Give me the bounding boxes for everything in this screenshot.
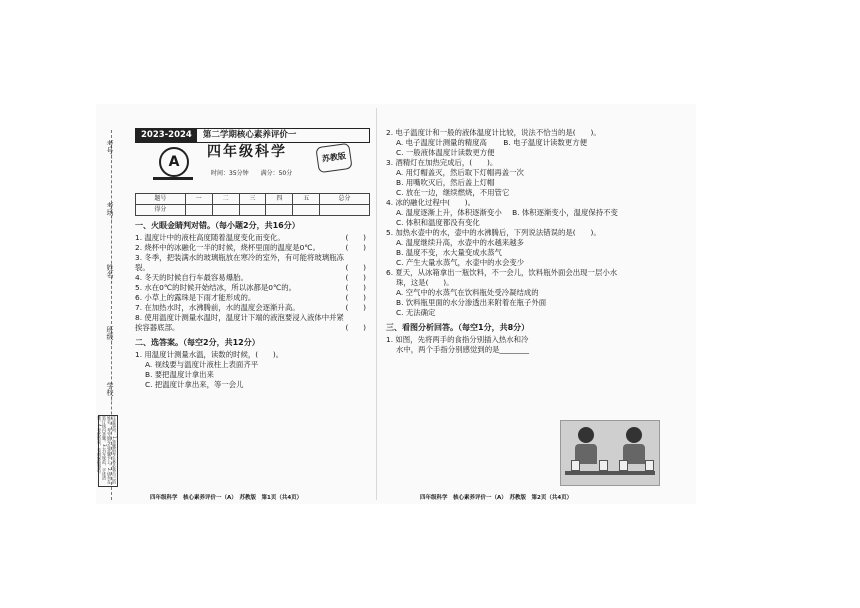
exam-number-label: 考号： xyxy=(106,140,114,161)
choice-option[interactable]: C. 把温度计拿出来，等一会儿 xyxy=(145,380,244,389)
score-cell[interactable] xyxy=(212,205,239,216)
footer-right: 四年级科学 核心素养评价一（A） 苏教版 第2页（共4页） xyxy=(420,495,573,501)
analysis-question-cont[interactable]: 水中，两个手指分别感觉到的是________ xyxy=(396,345,530,354)
choice-option[interactable]: A. 空气中的水蒸气在饮料瓶处受冷凝结成的 xyxy=(396,288,539,297)
judge-item: 4. 冬天的时候自行车最容易爆胎。 ( ) xyxy=(135,273,366,282)
class-label: 班级： xyxy=(106,326,114,347)
title-row xyxy=(135,143,370,191)
child-figure-right xyxy=(623,427,645,461)
judge-item: 6. 小草上的露珠是下雨才能形成的。 ( ) xyxy=(135,293,366,302)
page-fold xyxy=(376,108,377,500)
photo-table xyxy=(565,471,655,475)
score-cell[interactable] xyxy=(320,205,370,216)
judge-item: 挨容器底部。 ( ) xyxy=(135,323,366,332)
school-year: 2023-2024 xyxy=(136,129,197,142)
choice-option-row xyxy=(386,138,656,148)
score-cell[interactable] xyxy=(293,205,320,216)
choice-question: 4. 冰的融化过程中( )。 xyxy=(386,198,476,207)
ferris-wheel-logo-icon xyxy=(153,147,195,187)
judge-item: 裂。 ( ) xyxy=(135,263,366,272)
choice-option[interactable]: C. 无法确定 xyxy=(396,308,436,317)
score-cell: 题号 xyxy=(136,194,186,205)
name-label: 姓名： xyxy=(106,264,114,285)
score-cell[interactable] xyxy=(266,205,293,216)
score-cell: 得分 xyxy=(136,205,186,216)
judge-item: 5. 水在0℃的时候开始结冰，所以冰都是0℃的。 ( ) xyxy=(135,283,366,292)
choice-option[interactable]: A. 电子温度计测量的精度高 xyxy=(396,138,487,147)
exam-meta xyxy=(211,169,292,179)
instructions-box: 注意事项：1.答题前考生务必将自己的姓名、考号填写在答题卡上。2.请勿在装订线内答题。3.书写规范，字迹清楚。4.考试结束，卷面保持整洁。 xyxy=(98,415,118,487)
binding-sidebar xyxy=(98,130,128,500)
choice-question: 6. 夏天，从冰箱拿出一瓶饮料，不一会儿，饮料瓶外面会出现一层小水 xyxy=(386,268,618,277)
section-1-title: 一、火眼金睛判对错。（每小题2分，共16分） xyxy=(135,221,300,230)
logo-letter: A xyxy=(159,147,189,177)
score-cell: 三 xyxy=(239,194,266,205)
right-page xyxy=(386,128,656,355)
choice-option[interactable]: C. 放在一边，继续燃烧，不用管它 xyxy=(396,188,510,197)
cup-icon xyxy=(599,460,608,471)
choice-option[interactable]: C. 产生大量水蒸气，水壶中的水会变少 xyxy=(396,258,525,267)
score-cell: 总分 xyxy=(320,194,370,205)
cup-icon xyxy=(619,460,628,471)
score-cell: 一 xyxy=(185,194,212,205)
choice-option[interactable]: B. 温度不变，水大量变成水蒸气 xyxy=(396,248,502,257)
judge-item: 8. 使用温度计测量水温时，温度计下端的液泡要浸入液体中并紧 xyxy=(135,313,344,322)
score-cell[interactable] xyxy=(239,205,266,216)
choice-option-row xyxy=(386,208,656,218)
score-cell[interactable] xyxy=(185,205,212,216)
cup-icon xyxy=(571,460,580,471)
section-2-title: 二、选答案。（每空2分，共12分） xyxy=(135,338,260,347)
score-cell: 五 xyxy=(293,194,320,205)
choice-option[interactable]: B. 用嘴吹灭后，然后盖上灯帽 xyxy=(396,178,495,187)
choice-question-cont: 珠，这是( )。 xyxy=(396,278,454,287)
score-cell: 四 xyxy=(266,194,293,205)
subject-title: 四年级科学 xyxy=(207,144,287,160)
child-figure-left xyxy=(575,427,597,461)
exam-time: 时间：35分钟 xyxy=(211,170,249,177)
score-cell: 二 xyxy=(212,194,239,205)
choice-option[interactable]: A. 温度逐渐上升，体积逐渐变小 xyxy=(396,208,502,217)
edition-stamp: 苏教版 xyxy=(315,143,352,173)
score-table-score-row xyxy=(136,205,370,216)
judge-item: 2. 烧杯中的冰融化一半的时候，烧杯里面的温度是0℃。 ( ) xyxy=(135,243,366,252)
choice-question: 3. 酒精灯在加热完成后，( )。 xyxy=(386,158,498,167)
choice-option[interactable]: B. 体积逐渐变小，温度保持不变 xyxy=(512,208,618,217)
left-page xyxy=(135,128,370,390)
section-3-title: 三、看图分析回答。（每空1分，共8分） xyxy=(386,323,530,332)
exam-room-label: 考场： xyxy=(106,202,114,223)
choice-option[interactable]: B. 饮料瓶里面的水分渗透出来附着在瓶子外面 xyxy=(396,298,547,307)
choice-question: 2. 电子温度计和一般的液体温度计比较，说法不恰当的是( )。 xyxy=(386,128,601,137)
choice-option[interactable]: B. 要把温度计拿出来 xyxy=(145,370,214,379)
score-table xyxy=(135,193,370,216)
judge-item: 1. 温度计中的液柱高度随着温度变化而变化。 ( ) xyxy=(135,233,366,242)
choice-option[interactable]: B. 电子温度计读数更方便 xyxy=(503,138,587,147)
analysis-question: 1. 如图，先将两手的食指分别插入热水和冷 xyxy=(386,335,529,344)
choice-option[interactable]: C. 体积和温度都没有变化 xyxy=(396,218,480,227)
choice-question: 1. 用温度计测量水温，读数的时候，( )。 xyxy=(135,350,284,359)
full-score: 满分：50分 xyxy=(260,170,293,177)
footer-left: 四年级科学 核心素养评价一（A） 苏教版 第1页（共4页） xyxy=(150,495,303,501)
choice-option[interactable]: A. 视线要与温度计液柱上表面齐平 xyxy=(145,360,259,369)
logo-base xyxy=(153,177,193,180)
choice-option[interactable]: A. 温度继续升高，水壶中的水越来越多 xyxy=(396,238,524,247)
choice-option[interactable]: A. 用灯帽盖灭，然后取下灯帽再盖一次 xyxy=(396,168,524,177)
school-label: 学校： xyxy=(106,382,114,403)
judge-item: 7. 在加热水时，水沸腾前，水的温度会逐渐升高。 ( ) xyxy=(135,303,366,312)
judge-item: 3. 冬季，把装满水的玻璃瓶放在寒冷的室外，有可能将玻璃瓶冻 xyxy=(135,253,344,262)
evaluation-title: 第二学期核心素养评价一 xyxy=(202,130,297,140)
choice-question: 5. 加热水壶中的水，壶中的水沸腾后，下列说法错误的是( )。 xyxy=(386,228,601,237)
cup-icon xyxy=(645,460,654,471)
score-table-header-row xyxy=(136,194,370,205)
experiment-photo xyxy=(560,420,660,486)
choice-option[interactable]: C. 一般液体温度计读数更方便 xyxy=(396,148,495,157)
header-banner xyxy=(135,128,370,143)
